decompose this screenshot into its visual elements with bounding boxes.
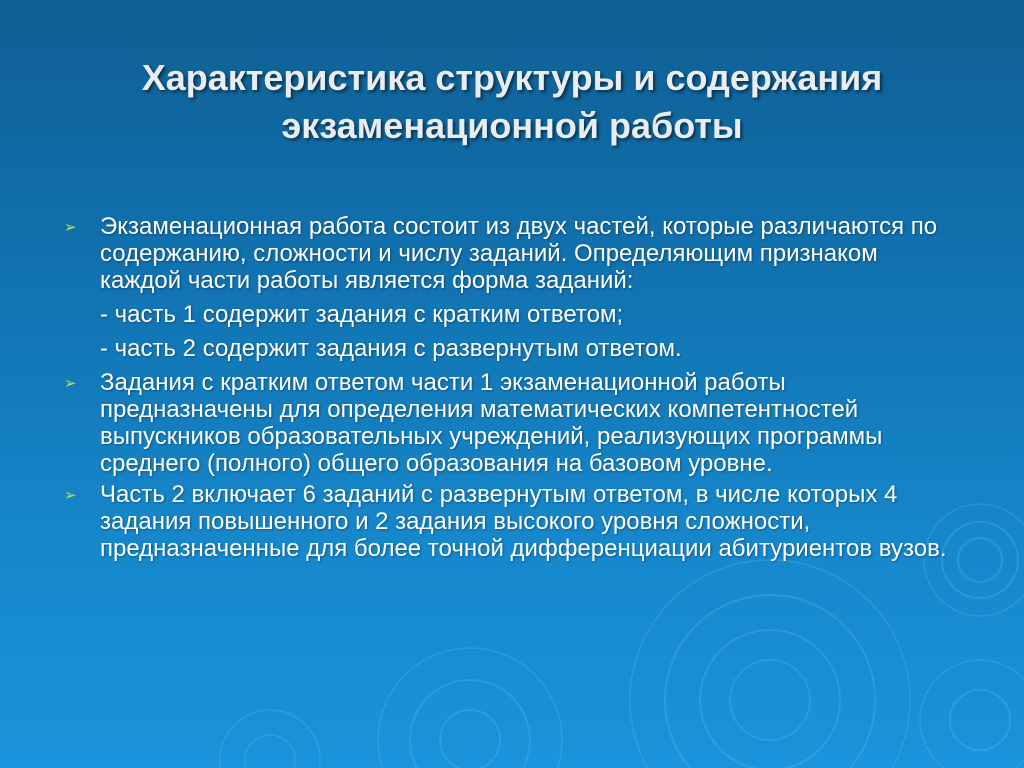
arrow-bullet-icon: ➢ <box>64 375 77 392</box>
sub-item: - часть 1 содержит задания с кратким ответом; <box>100 301 624 328</box>
bullet-item <box>58 213 958 294</box>
arrow-bullet-icon: ➢ <box>64 219 77 236</box>
sub-item: - часть 2 содержит задания с развернутым ответом. <box>100 335 682 362</box>
bullet-text: Задания с кратким ответом части 1 экзаменационной работы предназначены для определения математических компетентностей выпускников образовательных учреждений, реализующих программы среднего (полного) общего образования на базовом уровне. <box>100 369 883 477</box>
slide-title: Характеристика структуры и содержания экзаменационной работы <box>141 57 883 146</box>
bullet-text: Экзаменационная работа состоит из двух частей, которые различаются по содержанию, сложности и числу заданий. Определяющим признаком каждой части работы является форма заданий: <box>100 213 938 294</box>
bullet-text: Часть 2 включает 6 заданий с развернутым ответом, в числе которых 4 задания повышенного и 2 задания высокого уровня сложности, предназначенные для более точной дифференциации абитуриентов вузов. <box>100 481 947 562</box>
bullet-item <box>58 481 958 562</box>
slide-body <box>58 213 958 566</box>
arrow-bullet-icon: ➢ <box>64 487 77 504</box>
bullet-item <box>58 369 958 477</box>
